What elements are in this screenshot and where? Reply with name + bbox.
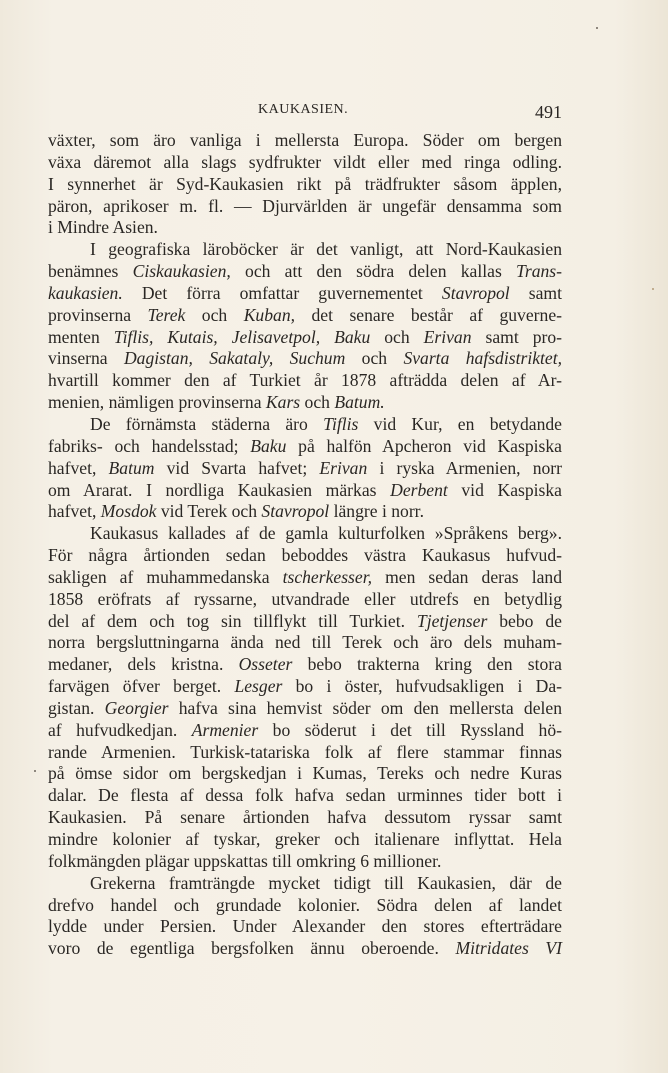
text-run: och <box>370 326 424 347</box>
text-line <box>48 348 562 370</box>
text-line <box>48 829 562 851</box>
text-run: benämnes <box>48 261 133 282</box>
text-run: vid Kur, en betydande <box>358 413 562 434</box>
text-run: hafvet, <box>48 501 101 522</box>
text-line <box>48 501 562 523</box>
text-run: men sedan deras land <box>372 566 562 587</box>
text-line <box>48 611 562 633</box>
text-run: päron, aprikoser m. fl. — Djurvärlden är ungefär densamma som <box>48 195 562 216</box>
text-run: 1858 eröfrats af ryssarne, utvandrade eller utdrefs en betydlig <box>48 588 562 609</box>
text-run: farvägen öfver berget. <box>48 676 235 697</box>
text-run: i Mindre Asien. <box>48 217 158 238</box>
text-run: vid Kaspiska <box>447 479 562 500</box>
text-run: och att den södra delen kallas <box>230 261 517 282</box>
text-line <box>48 785 562 807</box>
italic-term: kaukasien. <box>48 282 123 303</box>
italic-term: Mosdok <box>100 501 157 522</box>
text-run: om Ararat. I nordliga Kaukasien märkas <box>48 479 391 500</box>
text-run: voro de egentliga bergsfolken ännu oberoende. <box>48 938 456 959</box>
text-line <box>48 436 562 458</box>
text-line <box>48 130 562 152</box>
text-run: provinserna <box>48 304 148 325</box>
italic-term: Tiflis <box>323 413 359 434</box>
paper-speck <box>652 288 654 290</box>
text-line <box>48 632 562 654</box>
italic-term: tscherkesser, <box>282 566 373 587</box>
text-run: växa däremot alla slags sydfrukter vildt eller med ringa odling. <box>48 151 562 172</box>
text-run: på halfön Apcheron vid Kaspiska <box>286 435 562 456</box>
text-line <box>48 174 562 196</box>
text-line <box>48 654 562 676</box>
text-line <box>48 458 562 480</box>
text-run: menien, nämligen provinserna <box>48 392 266 413</box>
text-run: och <box>185 304 244 325</box>
italic-term: Terek <box>147 304 186 325</box>
italic-term: Erivan <box>319 457 368 478</box>
text-run: Kaukasus kallades af de gamla kulturfolken »Språkens berg». <box>90 523 562 544</box>
italic-term: Osseter <box>238 654 293 675</box>
text-run: menten <box>48 326 114 347</box>
text-run: det senare består af guverne- <box>295 304 562 325</box>
page-number: 491 <box>535 102 562 122</box>
text-run: medaner, dels kristna. <box>48 654 239 675</box>
text-run: sakligen af muhammedanska <box>48 566 283 587</box>
text-run: del af dem och tog sin tillflykt till Turkiet. <box>48 610 417 631</box>
italic-term: Trans- <box>516 261 562 282</box>
text-line <box>48 239 562 261</box>
italic-term: Dagistan, Sakataly, Suchum <box>123 348 346 369</box>
text-run: längre i norr. <box>329 501 424 522</box>
italic-term: Kuban, <box>243 304 296 325</box>
italic-term: Lesger <box>234 676 283 697</box>
text-line <box>48 480 562 502</box>
text-line <box>48 720 562 742</box>
italic-term: Svarta hafsdistriktet, <box>403 348 563 369</box>
text-line <box>48 392 562 414</box>
text-run: Kaukasien. På senare årtionden hafva dessutom ryssar samt <box>48 807 562 828</box>
text-run: samt <box>509 282 562 303</box>
text-run: på ömse sidor om bergskedjan i Kumas, Tereks och nedre Kuras <box>48 763 562 784</box>
text-line <box>48 698 562 720</box>
text-run: i ryska Armenien, norr <box>367 457 563 478</box>
text-run: fabriks- och handelsstad; <box>48 435 251 456</box>
text-line <box>48 327 562 349</box>
text-line <box>48 305 562 327</box>
text-run: bo söderut i det till Ryssland hö- <box>258 719 562 740</box>
text-run: bebo de <box>487 610 562 631</box>
text-run: folkmängden plägar uppskattas till omkring 6 millioner. <box>48 850 442 871</box>
text-line <box>48 545 562 567</box>
italic-term: Ciskaukasien, <box>132 261 231 282</box>
text-run: I synnerhet är Syd-Kaukasien rikt på trädfrukter såsom äpplen, <box>48 173 562 194</box>
text-run: bo i öster, hufvudsakligen i Da- <box>282 676 562 697</box>
italic-term: Armenier <box>191 719 259 740</box>
text-run: och <box>300 392 335 413</box>
text-run: lydde under Persien. Under Alexander den stores efterträdare <box>48 916 562 937</box>
italic-term: Tiflis, Kutais, Jelisavetpol, Baku <box>113 326 371 347</box>
italic-term: Derbent <box>390 479 448 500</box>
text-line <box>48 217 562 239</box>
text-run: Grekerna framträngde mycket tidigt till Kaukasien, där de <box>90 872 562 893</box>
paper-speck <box>596 27 598 29</box>
italic-term: Batum. <box>334 392 385 413</box>
text-line <box>48 567 562 589</box>
text-run: I geografiska läroböcker är det vanligt, att Nord-Kaukasien <box>90 239 562 260</box>
text-run: För några årtionden sedan beboddes västra Kaukasus hufvud- <box>48 545 562 566</box>
text-run: hafvet, <box>48 457 109 478</box>
text-line <box>48 261 562 283</box>
text-run: norra bergsluttningarna ända ned till Terek och äro dels muham- <box>48 632 562 653</box>
italic-term: Stavropol <box>261 501 330 522</box>
text-line <box>48 895 562 917</box>
text-run: vinserna <box>48 348 124 369</box>
text-run: gistan. <box>48 697 105 718</box>
text-line <box>48 676 562 698</box>
text-run: De förnämsta städerna äro <box>90 413 324 434</box>
text-run: växter, som äro vanliga i mellersta Europa. Söder om bergen <box>48 130 562 150</box>
italic-term: Stavropol <box>441 282 510 303</box>
text-line <box>48 807 562 829</box>
text-run: hafva sina hemvist söder om den mellersta delen <box>168 697 562 718</box>
text-line <box>48 283 562 305</box>
text-run: mindre kolonier af tyskar, greker och italienare inflyttat. Hela <box>48 829 562 849</box>
text-run: vid Svarta hafvet; <box>154 457 320 478</box>
italic-term: Erivan <box>423 326 472 347</box>
text-run: af hufvudkedjan. <box>48 719 192 740</box>
text-run: och <box>345 348 404 369</box>
running-head: KAUKASIEN. <box>258 102 349 117</box>
paper-speck <box>34 770 36 772</box>
italic-term: Baku <box>250 435 287 456</box>
italic-term: Tjetjenser <box>416 610 488 631</box>
italic-term: Mitridates VI <box>455 938 563 959</box>
text-line <box>48 152 562 174</box>
body-text <box>48 130 562 960</box>
text-run: vid Terek och <box>156 501 262 522</box>
text-line <box>48 938 562 960</box>
text-line <box>48 916 562 938</box>
text-line <box>48 523 562 545</box>
text-line <box>48 370 562 392</box>
italic-term: Georgier <box>104 697 169 718</box>
text-run: drefvo handel och grundade kolonier. Södra delen af landet <box>48 894 562 915</box>
text-line <box>48 873 562 895</box>
text-run: dalar. De flesta af dessa folk hafva sedan urminnes tider bott i <box>48 785 562 806</box>
text-line <box>48 763 562 785</box>
text-run: samt pro- <box>471 326 563 347</box>
text-line <box>48 851 562 873</box>
text-run: bebo trakterna kring den stora <box>292 654 562 675</box>
text-run: hvartill kommer den af Turkiet år 1878 afträdda delen af Ar- <box>48 370 562 391</box>
text-line <box>48 196 562 218</box>
italic-term: Batum <box>108 457 155 478</box>
text-run: rande Armenien. Turkisk-tatariska folk af flere stammar finnas <box>48 741 562 762</box>
text-run: Det förra omfattar guvernementet <box>122 282 442 303</box>
text-line <box>48 414 562 436</box>
text-line <box>48 742 562 764</box>
italic-term: Kars <box>265 392 301 413</box>
text-line <box>48 589 562 611</box>
